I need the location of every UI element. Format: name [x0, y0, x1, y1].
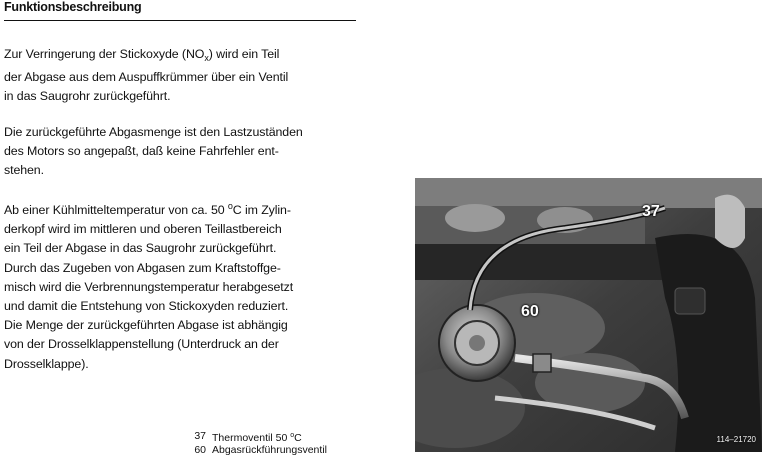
paragraph-3-line-9: Drosselklappe).: [4, 356, 89, 371]
section-heading: Funktionsbeschreibung: [4, 0, 142, 14]
paragraph-3-line-8: von der Drosselklappenstellung (Unterdruck an der: [4, 337, 279, 352]
engine-photo: [415, 178, 762, 452]
legend-item: [178, 444, 327, 456]
paragraph-2-line-3: stehen.: [4, 163, 44, 178]
degree-mark: o: [290, 432, 295, 439]
paragraph-2: [4, 123, 364, 181]
subscript: x: [204, 53, 209, 63]
legend-text: [212, 430, 302, 444]
paragraph-1-line-3: in das Saugrohr zurückgeführt.: [4, 89, 171, 104]
paragraph-1: [4, 45, 364, 107]
degree-mark: o: [227, 201, 233, 211]
text: Thermoventil 50: [212, 432, 291, 444]
paragraph-3-line-2: derkopf wird im mittleren und oberen Teillastbereich: [4, 222, 282, 237]
paragraph-3-line-7: Die Menge der zurückgeführten Abgase ist abhängig: [4, 318, 288, 333]
paragraph-2-line-1: Die zurückgeführte Abgasmenge ist den Lastzuständen: [4, 125, 303, 139]
photo-reference-number: 114–21720: [716, 435, 756, 444]
paragraph-3-line-4: Durch das Zugeben von Abgasen zum Kraftstoffge-: [4, 260, 281, 275]
text: Zur Verringerung der Stickoxyde (NO: [4, 47, 205, 61]
heading-rule: [4, 20, 356, 21]
figure-legend: [178, 430, 327, 456]
legend-number: 60: [194, 444, 206, 456]
engine-photo-graphic: [415, 178, 762, 452]
text: C im Zylin-: [232, 203, 291, 217]
callout-60: 60: [521, 303, 539, 320]
text: Ab einer Kühlmitteltemperatur von ca. 50: [4, 203, 228, 217]
text: C: [294, 432, 302, 444]
paragraph-3-line-6: und damit die Entstehung von Stickoxyden reduziert.: [4, 299, 289, 314]
paragraph-3-line-1: [4, 197, 364, 220]
paragraph-1-line-1: [4, 45, 364, 68]
legend-number: 37: [194, 430, 206, 442]
paragraph-3-line-5: misch wird die Verbrennungstemperatur herabgesetzt: [4, 279, 294, 294]
legend-text: Abgasrückführungsventil: [212, 444, 327, 456]
paragraph-3: [4, 197, 364, 374]
paragraph-1-line-2: der Abgase aus dem Auspuffkrümmer über ein Ventil: [4, 70, 289, 85]
legend-item: [178, 430, 327, 444]
paragraph-2-line-2: des Motors so angepaßt, daß keine Fahrfehler ent-: [4, 144, 279, 159]
paragraph-3-line-3: ein Teil der Abgase in das Saugrohr zurückgeführt.: [4, 241, 277, 256]
callout-37: 37: [642, 203, 660, 220]
text: ) wird ein Teil: [208, 47, 280, 61]
